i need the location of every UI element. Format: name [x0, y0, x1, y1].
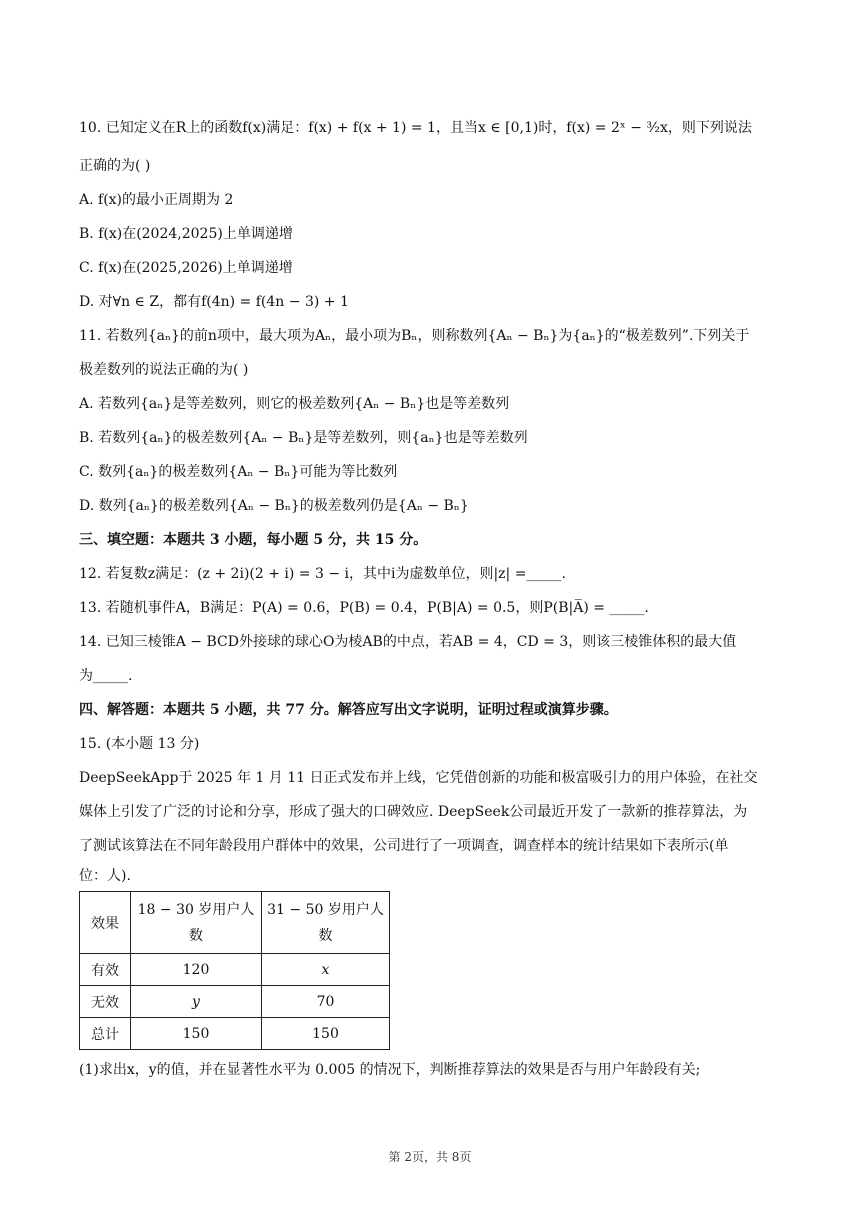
q11-stem-line2: 极差数列的说法正确的为( )	[79, 362, 249, 378]
q10-stem-line1: 10. 已知定义在R上的函数f(x)满足：f(x) + f(x + 1) = 1，且当x ∈ [0,1)时，f(x) = 2ˣ − ³⁄₂x，则下列说法	[79, 120, 752, 136]
table-cell: 无效	[80, 986, 131, 1018]
q11-option-b: B. 若数列{aₙ}的极差数列{Aₙ − Bₙ}是等差数列，则{aₙ}也是等差数列	[79, 430, 528, 446]
q10-option-b: B. f(x)在(2024,2025)上单调递增	[79, 226, 293, 242]
table-cell: y	[131, 986, 262, 1018]
q10-option-c: C. f(x)在(2025,2026)上单调递增	[79, 260, 293, 276]
table-cell: 150	[131, 1018, 262, 1050]
section-3-heading: 三、填空题：本题共 3 小题，每小题 5 分，共 15 分。	[79, 532, 428, 548]
table-cell: 70	[262, 986, 390, 1018]
table-cell: 总计	[80, 1018, 131, 1050]
table-row	[80, 954, 390, 986]
table-header-cell	[131, 892, 262, 954]
q15-paragraph-line4: 位：人).	[79, 868, 131, 884]
q10-stem-line2: 正确的为( )	[79, 158, 151, 174]
q15-paragraph-line2: 媒体上引发了广泛的讨论和分享，形成了强大的口碑效应. DeepSeek公司最近开发了一款新的推荐算法，为	[79, 804, 748, 820]
page-footer: 第 2页，共 8页	[388, 1150, 472, 1164]
q15-paragraph-line3: 了测试该算法在不同年龄段用户群体中的效果，公司进行了一项调查，调查样本的统计结果如下表所示(单	[79, 838, 729, 854]
q14-stem-line2: 为_____.	[79, 668, 133, 684]
q15-title: 15. (本小题 13 分)	[79, 736, 200, 752]
q10-option-d: D. 对∀n ∈ Z，都有f(4n) = f(4n − 3) + 1	[79, 294, 349, 310]
q15-statistics-table	[79, 891, 390, 1050]
table-row	[80, 986, 390, 1018]
table-row	[80, 1018, 390, 1050]
table-header-cell	[262, 892, 390, 954]
q14-stem-line1: 14. 已知三棱锥A − BCD外接球的球心O为棱AB的中点，若AB = 4，CD = 3，则该三棱锥体积的最大值	[79, 634, 737, 650]
q15-subquestion-1: (1)求出x，y的值，并在显著性水平为 0.005 的情况下，判断推荐算法的效果是否与用户年龄段有关;	[79, 1062, 701, 1078]
q15-paragraph-line1: DeepSeekApp于 2025 年 1 月 11 日正式发布并上线，它凭借创新的功能和极富吸引力的用户体验，在社交	[79, 770, 758, 786]
header-label-part: 31 − 50 岁用户人	[267, 901, 384, 918]
header-label-part: 数	[189, 927, 203, 944]
q10-option-a: A. f(x)的最小正周期为 2	[79, 192, 234, 208]
q11-stem-line1: 11. 若数列{aₙ}的前n项中，最大项为Aₙ，最小项为Bₙ，则称数列{Aₙ − Bₙ}为{aₙ}的“极差数列”.下列关于	[79, 328, 750, 344]
q11-option-d: D. 数列{aₙ}的极差数列{Aₙ − Bₙ}的极差数列仍是{Aₙ − Bₙ}	[79, 498, 469, 514]
table-cell: 120	[131, 954, 262, 986]
table-cell: 150	[262, 1018, 390, 1050]
table-cell: x	[262, 954, 390, 986]
header-label-part: 18 − 30 岁用户人	[137, 901, 255, 918]
q12-stem: 12. 若复数z满足：(z + 2i)(2 + i) = 3 − i，其中i为虚数单位，则|z| =_____.	[79, 566, 566, 582]
header-label-part: 数	[318, 927, 333, 944]
q13-stem: 13. 若随机事件A，B满足：P(A) = 0.6，P(B) = 0.4，P(B|A) = 0.5，则P(B|A̅) = _____.	[79, 600, 649, 616]
table-header-cell: 效果	[80, 892, 131, 954]
q11-option-a: A. 若数列{aₙ}是等差数列，则它的极差数列{Aₙ − Bₙ}也是等差数列	[79, 396, 510, 412]
table-cell: 有效	[80, 954, 131, 986]
section-4-heading: 四、解答题：本题共 5 小题，共 77 分。解答应写出文字说明，证明过程或演算步骤。	[79, 702, 618, 718]
q11-option-c: C. 数列{aₙ}的极差数列{Aₙ − Bₙ}可能为等比数列	[79, 464, 398, 480]
table-header-row	[80, 892, 390, 954]
